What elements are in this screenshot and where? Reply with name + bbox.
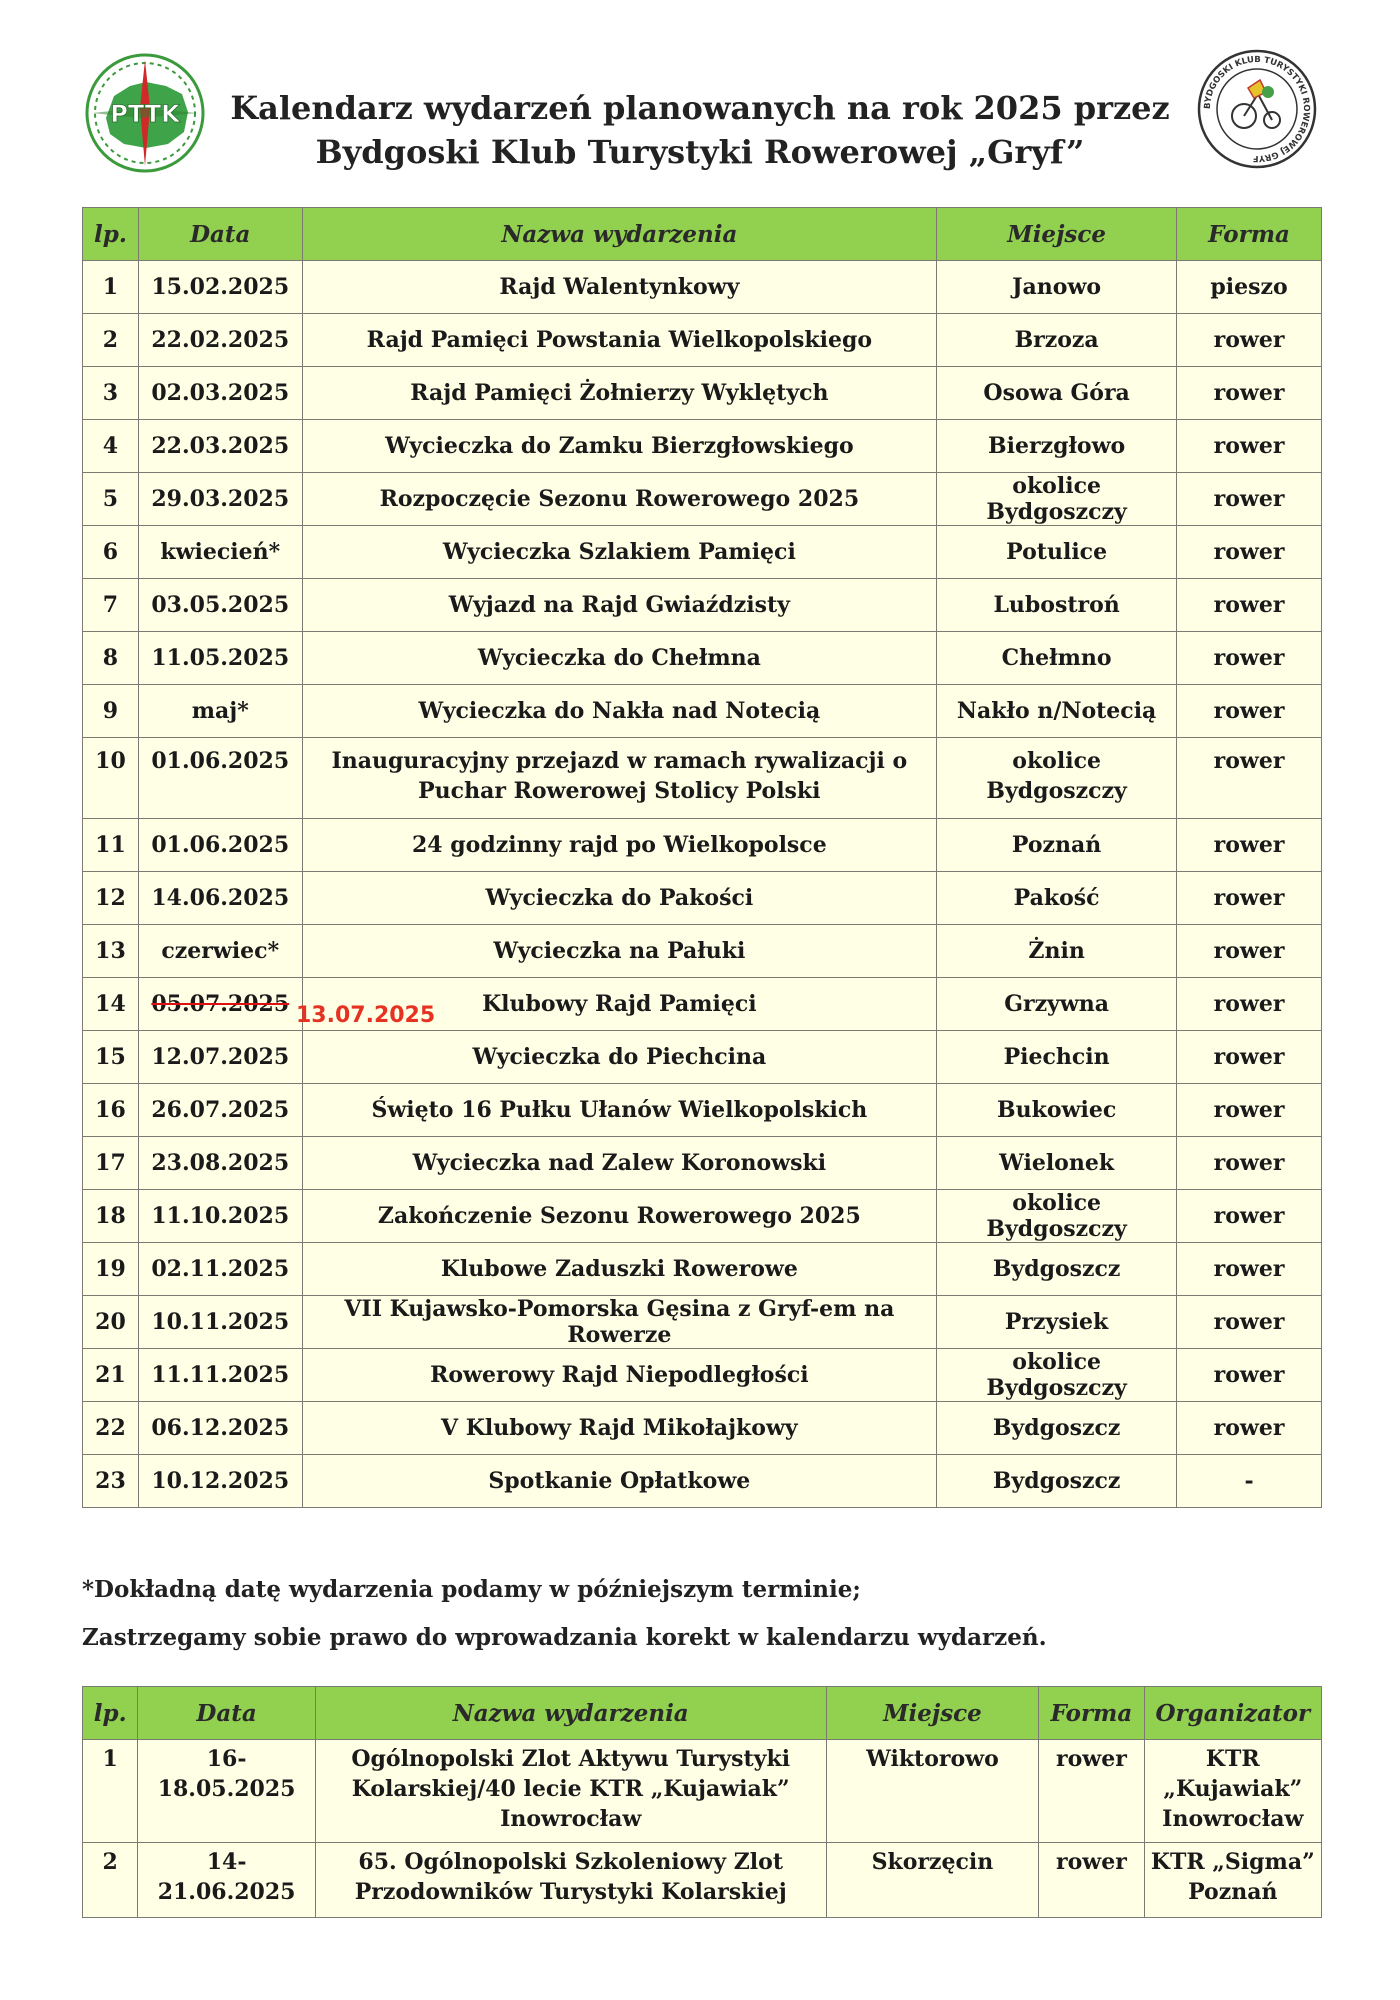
- lp-cell: 9: [83, 685, 139, 738]
- lp-cell: 10: [83, 738, 139, 819]
- svg-text:PTTK: PTTK: [110, 100, 180, 128]
- table-row: [83, 1243, 1322, 1296]
- col-form: Forma: [1177, 208, 1322, 261]
- form-cell: rower: [1177, 1084, 1322, 1137]
- table-row: [83, 925, 1322, 978]
- date-cell: 16-18.05.2025: [138, 1740, 315, 1843]
- form-cell: rower: [1177, 526, 1322, 579]
- date-cell: 11.05.2025: [138, 632, 302, 685]
- lp-cell: 1: [83, 261, 139, 314]
- date-cell: 10.12.2025: [138, 1455, 302, 1508]
- form-cell: rower: [1177, 685, 1322, 738]
- lp-cell: 12: [83, 872, 139, 925]
- event-name-cell: V Klubowy Rajd Mikołajkowy: [302, 1402, 937, 1455]
- event-name-cell: Klubowy Rajd Pamięci: [302, 978, 937, 1031]
- col-place: Miejsce: [826, 1687, 1039, 1740]
- form-cell: rower: [1177, 1296, 1322, 1349]
- form-cell: pieszo: [1177, 261, 1322, 314]
- lp-cell: 2: [83, 314, 139, 367]
- date-cell: 03.05.2025: [138, 579, 302, 632]
- table-row: [83, 1296, 1322, 1349]
- form-cell: rower: [1177, 420, 1322, 473]
- footnote-date-info: *Dokładną datę wydarzenia podamy w późniejszym terminie;: [82, 1576, 861, 1603]
- date-cell: 12.07.2025: [138, 1031, 302, 1084]
- form-cell: -: [1177, 1455, 1322, 1508]
- table-row: [83, 1349, 1322, 1402]
- table-row: [83, 526, 1322, 579]
- page-title: [230, 86, 1170, 174]
- table-row: [83, 314, 1322, 367]
- table-row: [83, 1137, 1322, 1190]
- lp-cell: 22: [83, 1402, 139, 1455]
- form-cell: rower: [1177, 1137, 1322, 1190]
- place-cell: Przysiek: [937, 1296, 1177, 1349]
- event-name-cell: Święto 16 Pułku Ułanów Wielkopolskich: [302, 1084, 937, 1137]
- lp-cell: 3: [83, 367, 139, 420]
- place-cell: Bukowiec: [937, 1084, 1177, 1137]
- place-cell: Lubostroń: [937, 579, 1177, 632]
- table-row: [83, 1455, 1322, 1508]
- table-row: [83, 420, 1322, 473]
- place-cell: Brzoza: [937, 314, 1177, 367]
- organizer-cell: KTR „Kujawiak” Inowrocław: [1144, 1740, 1321, 1843]
- event-name-cell: Wycieczka na Pałuki: [302, 925, 937, 978]
- place-cell: Wielonek: [937, 1137, 1177, 1190]
- table-row: [83, 872, 1322, 925]
- place-cell: Skorzęcin: [826, 1843, 1039, 1918]
- lp-cell: 4: [83, 420, 139, 473]
- event-name-cell: Klubowe Zaduszki Rowerowe: [302, 1243, 937, 1296]
- event-name-cell: Wyjazd na Rajd Gwiaździsty: [302, 579, 937, 632]
- footnotes: [82, 1566, 1322, 1662]
- table-row: [83, 685, 1322, 738]
- event-name-cell: Rajd Pamięci Powstania Wielkopolskiego: [302, 314, 937, 367]
- lp-cell: 21: [83, 1349, 139, 1402]
- lp-cell: 8: [83, 632, 139, 685]
- col-organizer: Organizator: [1144, 1687, 1321, 1740]
- event-name-cell: Wycieczka do Zamku Bierzgłowskiego: [302, 420, 937, 473]
- event-name-cell: Wycieczka Szlakiem Pamięci: [302, 526, 937, 579]
- date-cell: 23.08.2025: [138, 1137, 302, 1190]
- lp-cell: 20: [83, 1296, 139, 1349]
- place-cell: Poznań: [937, 819, 1177, 872]
- form-cell: rower: [1177, 1243, 1322, 1296]
- table-row: [83, 1084, 1322, 1137]
- table-row: [83, 738, 1322, 819]
- form-cell: rower: [1177, 819, 1322, 872]
- lp-cell: 19: [83, 1243, 139, 1296]
- col-place: Miejsce: [937, 208, 1177, 261]
- lp-cell: 17: [83, 1137, 139, 1190]
- table-row: [83, 1190, 1322, 1243]
- date-cell: 02.11.2025: [138, 1243, 302, 1296]
- lp-cell: 7: [83, 579, 139, 632]
- events-table: [82, 207, 1322, 1508]
- form-cell: rower: [1177, 925, 1322, 978]
- date-cell: 11.11.2025: [138, 1349, 302, 1402]
- form-cell: rower: [1039, 1843, 1144, 1918]
- place-cell: Bydgoszcz: [937, 1455, 1177, 1508]
- date-cell: 02.03.2025: [138, 367, 302, 420]
- date-cell: 10.11.2025: [138, 1296, 302, 1349]
- corrected-date-annotation: 13.07.2025: [296, 1003, 436, 1028]
- lp-cell: 1: [83, 1740, 138, 1843]
- external-events-table: [82, 1686, 1322, 1918]
- event-name-cell: Rozpoczęcie Sezonu Rowerowego 2025: [302, 473, 937, 526]
- lp-cell: 14: [83, 978, 139, 1031]
- col-event-name: Nazwa wydarzenia: [315, 1687, 826, 1740]
- form-cell: rower: [1177, 632, 1322, 685]
- date-cell: 26.07.2025: [138, 1084, 302, 1137]
- lp-cell: 13: [83, 925, 139, 978]
- place-cell: Osowa Góra: [937, 367, 1177, 420]
- event-name-cell: Wycieczka do Chełmna: [302, 632, 937, 685]
- lp-cell: 16: [83, 1084, 139, 1137]
- event-name-cell: Ogólnopolski Zlot Aktywu Turystyki Kolarskiej/40 lecie KTR „Kujawiak” Inowrocław: [315, 1740, 826, 1843]
- date-cell: 01.06.2025: [138, 738, 302, 819]
- date-cell: czerwiec*: [138, 925, 302, 978]
- event-name-cell: Wycieczka do Pakości: [302, 872, 937, 925]
- table-row: [83, 1402, 1322, 1455]
- table-row: [83, 978, 1322, 1031]
- date-cell-struck: 05.07.2025: [138, 978, 302, 1031]
- event-name-cell: Zakończenie Sezonu Rowerowego 2025: [302, 1190, 937, 1243]
- lp-cell: 11: [83, 819, 139, 872]
- title-line-2: Bydgoski Klub Turystyki Rowerowej „Gryf”: [315, 133, 1085, 171]
- col-date: Data: [138, 1687, 315, 1740]
- lp-cell: 23: [83, 1455, 139, 1508]
- table-row: [83, 1843, 1322, 1918]
- place-cell: Potulice: [937, 526, 1177, 579]
- col-form: Forma: [1039, 1687, 1144, 1740]
- form-cell: rower: [1177, 1031, 1322, 1084]
- form-cell: rower: [1177, 1402, 1322, 1455]
- form-cell: rower: [1177, 473, 1322, 526]
- date-cell: 11.10.2025: [138, 1190, 302, 1243]
- place-cell: okolice Bydgoszczy: [937, 738, 1177, 819]
- date-cell: 22.03.2025: [138, 420, 302, 473]
- place-cell: okolice Bydgoszczy: [937, 1349, 1177, 1402]
- pttk-logo: [84, 52, 206, 174]
- event-name-cell: 65. Ogólnopolski Szkoleniowy Zlot Przodowników Turystyki Kolarskiej: [315, 1843, 826, 1918]
- place-cell: Janowo: [937, 261, 1177, 314]
- date-cell: 22.02.2025: [138, 314, 302, 367]
- date-cell: kwiecień*: [138, 526, 302, 579]
- event-name-cell: Wycieczka nad Zalew Koronowski: [302, 1137, 937, 1190]
- event-name-cell: 24 godzinny rajd po Wielkopolsce: [302, 819, 937, 872]
- date-cell: 14-21.06.2025: [138, 1843, 315, 1918]
- form-cell: rower: [1177, 367, 1322, 420]
- gryf-club-logo: [1196, 48, 1318, 170]
- col-event-name: Nazwa wydarzenia: [302, 208, 937, 261]
- place-cell: okolice Bydgoszczy: [937, 473, 1177, 526]
- table-row: [83, 473, 1322, 526]
- form-cell: rower: [1177, 579, 1322, 632]
- date-cell: 01.06.2025: [138, 819, 302, 872]
- svg-text:BYDGOSKI KLUB TURYSTYKI ROWERO: BYDGOSKI KLUB TURYSTYKI ROWEROWEJ GRYF: [1202, 54, 1312, 164]
- place-cell: Chełmno: [937, 632, 1177, 685]
- form-cell: rower: [1177, 978, 1322, 1031]
- external-table-header: [83, 1687, 1322, 1740]
- events-table-header: [83, 208, 1322, 261]
- date-cell: maj*: [138, 685, 302, 738]
- place-cell: Pakość: [937, 872, 1177, 925]
- date-cell: 29.03.2025: [138, 473, 302, 526]
- organizer-cell: KTR „Sigma” Poznań: [1144, 1843, 1321, 1918]
- event-name-cell: Wycieczka do Nakła nad Notecią: [302, 685, 937, 738]
- place-cell: Bierzgłowo: [937, 420, 1177, 473]
- lp-cell: 5: [83, 473, 139, 526]
- place-cell: Grzywna: [937, 978, 1177, 1031]
- form-cell: rower: [1177, 314, 1322, 367]
- table-row: [83, 632, 1322, 685]
- event-name-cell: VII Kujawsko-Pomorska Gęsina z Gryf-em na Rowerze: [302, 1296, 937, 1349]
- table-row: [83, 819, 1322, 872]
- place-cell: Żnin: [937, 925, 1177, 978]
- date-cell: 15.02.2025: [138, 261, 302, 314]
- form-cell: rower: [1177, 738, 1322, 819]
- event-name-cell: Rajd Pamięci Żołnierzy Wyklętych: [302, 367, 937, 420]
- event-name-cell: Spotkanie Opłatkowe: [302, 1455, 937, 1508]
- table-row: [83, 1031, 1322, 1084]
- place-cell: Bydgoszcz: [937, 1402, 1177, 1455]
- event-name-cell: Rajd Walentynkowy: [302, 261, 937, 314]
- lp-cell: 18: [83, 1190, 139, 1243]
- form-cell: rower: [1039, 1740, 1144, 1843]
- table-row: [83, 579, 1322, 632]
- lp-cell: 6: [83, 526, 139, 579]
- place-cell: Piechcin: [937, 1031, 1177, 1084]
- date-cell: 14.06.2025: [138, 872, 302, 925]
- table-row: [83, 261, 1322, 314]
- title-line-1: Kalendarz wydarzeń planowanych na rok 2025 przez: [230, 89, 1170, 127]
- lp-cell: 15: [83, 1031, 139, 1084]
- form-cell: rower: [1177, 1349, 1322, 1402]
- place-cell: Nakło n/Notecią: [937, 685, 1177, 738]
- table-row: [83, 367, 1322, 420]
- lp-cell: 2: [83, 1843, 138, 1918]
- form-cell: rower: [1177, 1190, 1322, 1243]
- place-cell: okolice Bydgoszczy: [937, 1190, 1177, 1243]
- col-date: Data: [138, 208, 302, 261]
- event-name-cell: Rowerowy Rajd Niepodległości: [302, 1349, 937, 1402]
- col-lp: lp.: [83, 208, 139, 261]
- form-cell: rower: [1177, 872, 1322, 925]
- place-cell: Wiktorowo: [826, 1740, 1039, 1843]
- event-name-cell: Inauguracyjny przejazd w ramach rywalizacji o Puchar Rowerowej Stolicy Polski: [302, 738, 937, 819]
- col-lp: lp.: [83, 1687, 138, 1740]
- event-name-cell: Wycieczka do Piechcina: [302, 1031, 937, 1084]
- table-row: [83, 1740, 1322, 1843]
- date-cell: 06.12.2025: [138, 1402, 302, 1455]
- footnote-corrections: Zastrzegamy sobie prawo do wprowadzania korekt w kalendarzu wydarzeń.: [82, 1624, 1047, 1651]
- place-cell: Bydgoszcz: [937, 1243, 1177, 1296]
